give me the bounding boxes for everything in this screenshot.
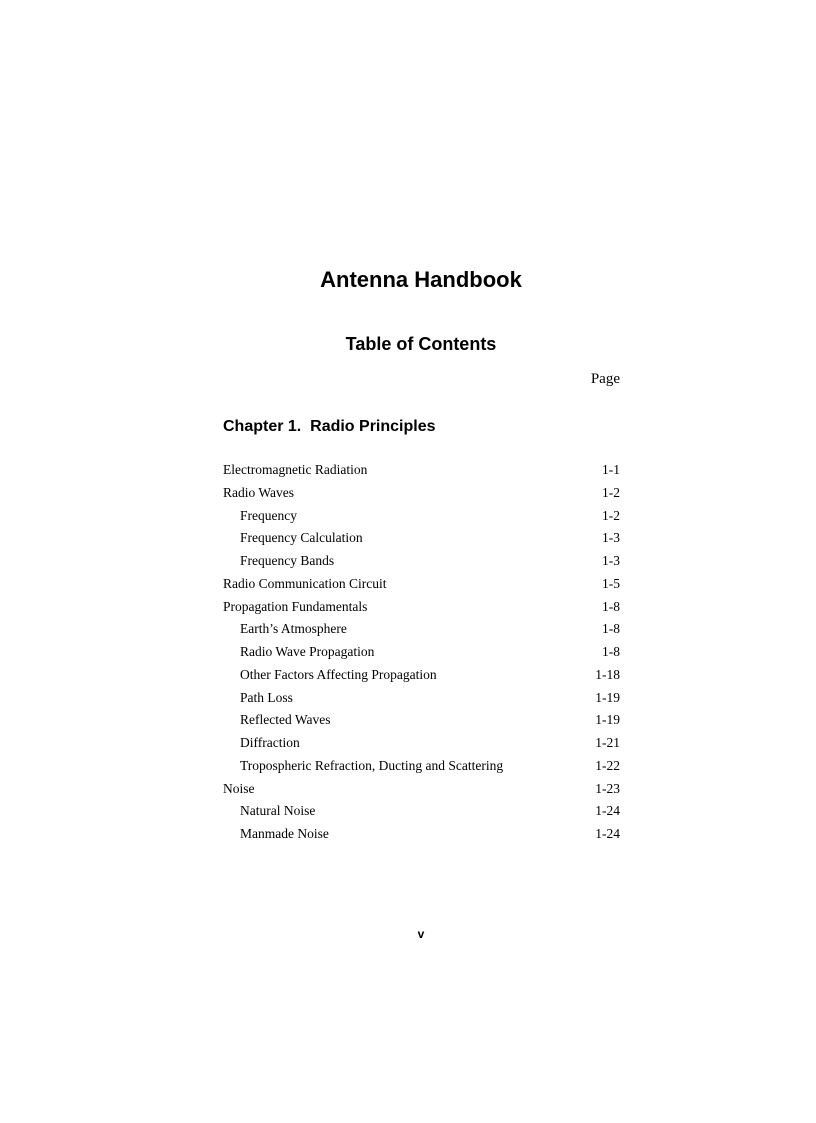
toc-entry-page: 1-23 bbox=[595, 780, 620, 796]
toc-entry-title: Electromagnetic Radiation bbox=[223, 462, 368, 477]
toc-entry-title: Radio Waves bbox=[223, 484, 295, 500]
toc-entry-page: 1-22 bbox=[595, 757, 620, 773]
toc-entry-page: 1-2 bbox=[602, 484, 620, 500]
toc-entry[interactable] bbox=[223, 778, 620, 801]
toc-entry-title: Natural Noise bbox=[240, 803, 316, 819]
toc-entry[interactable] bbox=[223, 482, 620, 505]
toc-entry-page: 1-18 bbox=[595, 666, 620, 682]
toc-entry-title: Other Factors Affecting Propagation bbox=[240, 666, 437, 682]
toc-entry[interactable] bbox=[223, 527, 620, 550]
toc-entry[interactable] bbox=[223, 732, 620, 755]
toc-entry[interactable] bbox=[223, 505, 620, 528]
toc-entry-title: Radio Wave Propagation bbox=[240, 644, 375, 659]
toc-entry-title: Diffraction bbox=[240, 735, 300, 750]
document-title: Antenna Handbook bbox=[320, 267, 522, 292]
toc-entry[interactable] bbox=[223, 573, 620, 596]
toc-entry[interactable] bbox=[223, 596, 620, 619]
toc-entry[interactable] bbox=[223, 755, 620, 778]
toc-entry[interactable] bbox=[223, 687, 620, 710]
toc-entry-title: Noise bbox=[223, 780, 255, 796]
page-column-label: Page bbox=[590, 371, 620, 387]
toc-entry-title: Earth’s Atmosphere bbox=[240, 621, 347, 637]
toc-entry[interactable] bbox=[223, 800, 620, 823]
toc-entry-page: 1-24 bbox=[595, 803, 620, 819]
toc-entry[interactable] bbox=[223, 618, 620, 641]
toc-entry-page: 1-19 bbox=[595, 712, 620, 728]
toc-entry-page: 1-24 bbox=[595, 826, 620, 841]
toc-entry-title: Path Loss bbox=[240, 689, 293, 705]
toc-entry-page: 1-3 bbox=[602, 530, 620, 546]
toc-entry[interactable] bbox=[223, 664, 620, 687]
toc-entry-page: 1-8 bbox=[602, 621, 620, 637]
toc-entry-title: Frequency Bands bbox=[240, 553, 335, 568]
toc-entry-page: 1-2 bbox=[602, 507, 620, 523]
toc-entry[interactable] bbox=[223, 823, 620, 846]
toc-entry-title: Frequency bbox=[240, 507, 297, 523]
toc-entry-page: 1-8 bbox=[602, 644, 620, 659]
toc-entry[interactable] bbox=[223, 459, 620, 482]
toc-entry-title: Reflected Waves bbox=[240, 712, 331, 728]
toc-entry-page: 1-8 bbox=[602, 598, 620, 614]
toc-entry-page: 1-19 bbox=[595, 689, 620, 705]
toc-entry-title: Frequency Calculation bbox=[240, 530, 363, 546]
toc-heading: Table of Contents bbox=[345, 334, 497, 354]
chapter-heading: Chapter 1. Radio Principles bbox=[223, 418, 436, 435]
toc-list bbox=[223, 459, 620, 846]
toc-entry-title: Propagation Fundamentals bbox=[223, 598, 368, 614]
toc-entry[interactable] bbox=[223, 641, 620, 664]
toc-entry-page: 1-21 bbox=[595, 735, 620, 750]
toc-entry-title: Manmade Noise bbox=[240, 826, 329, 841]
toc-entry-page: 1-5 bbox=[602, 575, 620, 591]
toc-entry-page: 1-3 bbox=[602, 553, 620, 568]
toc-entry-title: Tropospheric Refraction, Ducting and Scattering bbox=[240, 757, 504, 773]
toc-entry[interactable] bbox=[223, 550, 620, 573]
toc-entry-page: 1-1 bbox=[602, 462, 620, 477]
toc-entry-title: Radio Communication Circuit bbox=[223, 575, 387, 591]
toc-entry[interactable] bbox=[223, 709, 620, 732]
page-number: v bbox=[417, 927, 425, 941]
